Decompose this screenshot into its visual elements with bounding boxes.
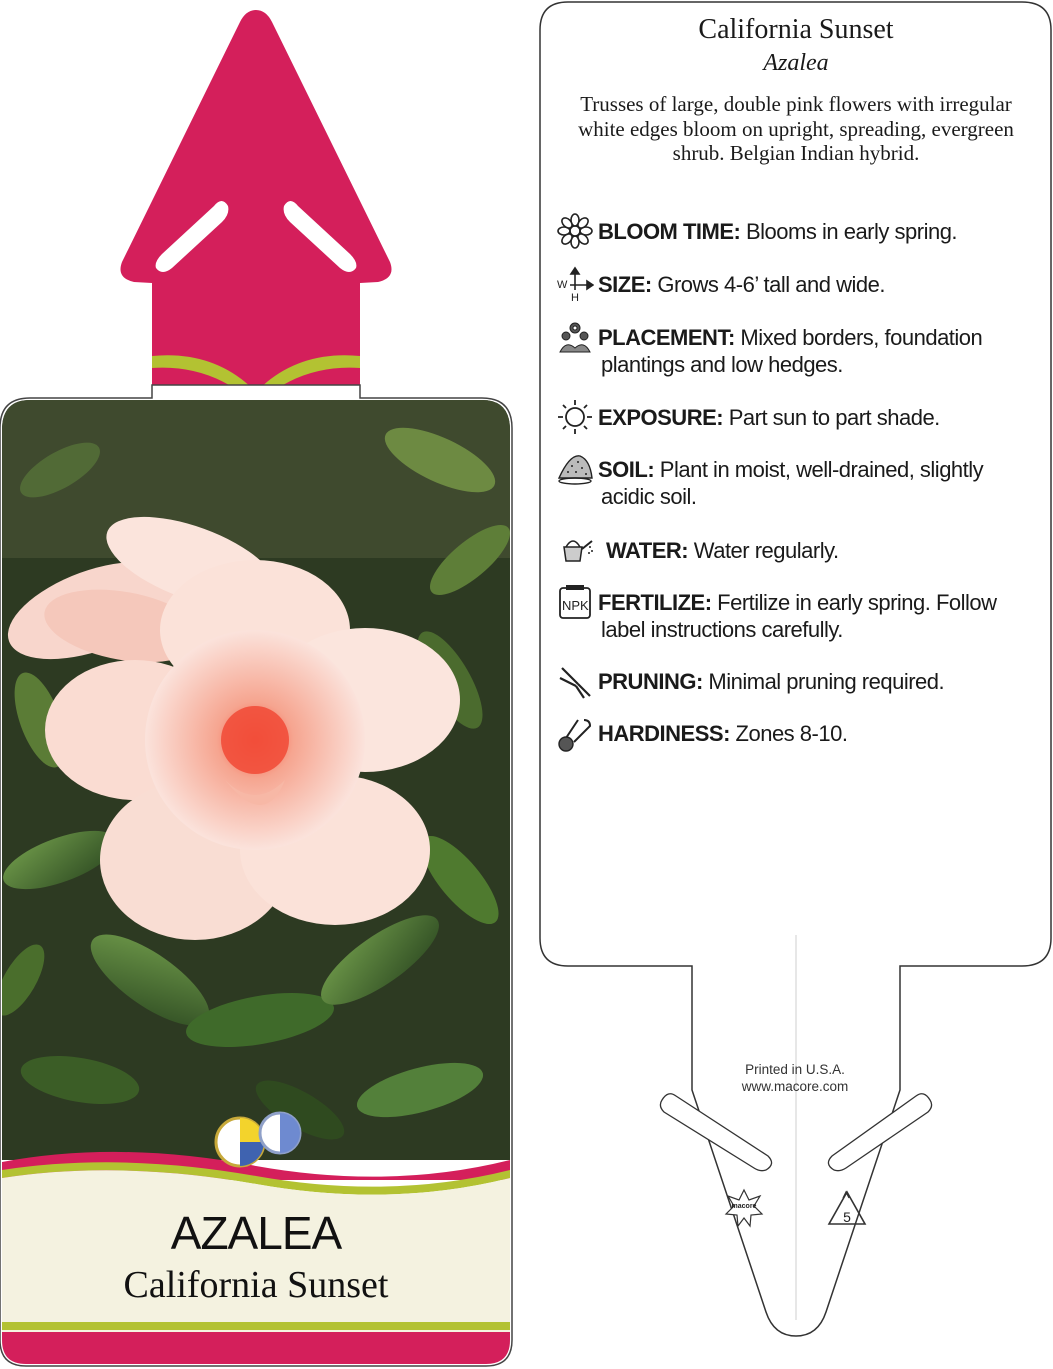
attr-soil [598,456,1048,510]
placement-flowers-icon [556,318,594,356]
attr-label: HARDINESS: [598,721,730,746]
svg-text:H: H [571,292,579,304]
attr-text: Zones 8-10. [735,721,848,746]
attr-text-cont: acidic soil. [601,484,697,509]
back-title: California Sunset [698,14,894,45]
attr-pruning [598,668,1048,695]
attr-label: SOIL: [598,457,655,482]
soil-pile-icon [556,450,594,488]
back-subtitle: Azalea [763,50,829,76]
attr-label: WATER: [606,538,689,563]
attr-exposure [598,404,1048,431]
svg-text:NPK: NPK [562,598,589,613]
svg-text:W: W [557,279,568,291]
sun-icon [556,398,594,436]
attr-placement [598,324,1048,378]
attr-label: SIZE: [598,272,652,297]
attr-text: Mixed borders, foundation [740,325,983,350]
attr-text: Part sun to part shade. [728,405,940,430]
attr-hardiness [598,720,1048,747]
attr-text: Water regularly. [693,538,839,563]
pruning-shears-icon [556,662,594,700]
attr-size [598,271,1048,298]
attr-label: BLOOM TIME: [598,219,741,244]
printed-website: www.macore.com [741,1079,849,1094]
attr-fertilize [598,589,1048,643]
watering-can-icon [556,531,594,569]
plant-description: Trusses of large, double pink flowers with irregular white edges bloom on upright, spreading, evergreen shrub. Belgian Indian hybrid. [578,92,1014,165]
attr-text: Grows 4-6’ tall and wide. [657,272,885,297]
thermometer-icon [556,716,594,754]
attr-water [606,537,1053,564]
size-arrows-icon [556,266,594,304]
attr-label: EXPOSURE: [598,405,724,430]
attr-text: Blooms in early spring. [746,219,958,244]
attr-bloom-time [598,218,1048,245]
printed-country: Printed in U.S.A. [745,1062,845,1077]
attr-label: PRUNING: [598,669,703,694]
attr-text: Fertilize in early spring. Follow [717,590,997,615]
attr-text: Minimal pruning required. [708,669,945,694]
macore-mark-label: macore [731,1203,757,1210]
flower-icon [556,212,594,250]
printed-info [690,1061,900,1095]
attr-label: PLACEMENT: [598,325,735,350]
npk-fertilizer-icon [556,584,594,622]
attr-label: FERTILIZE: [598,590,712,615]
variety-name: California Sunset [123,1264,389,1306]
recycle-code: 5 [843,1209,851,1225]
attr-text: Plant in moist, well-drained, slightly [659,457,984,482]
plant-name: AZALEA [170,1207,342,1259]
attr-text-cont: label instructions carefully. [601,617,843,642]
attr-text-cont: plantings and low hedges. [601,352,843,377]
